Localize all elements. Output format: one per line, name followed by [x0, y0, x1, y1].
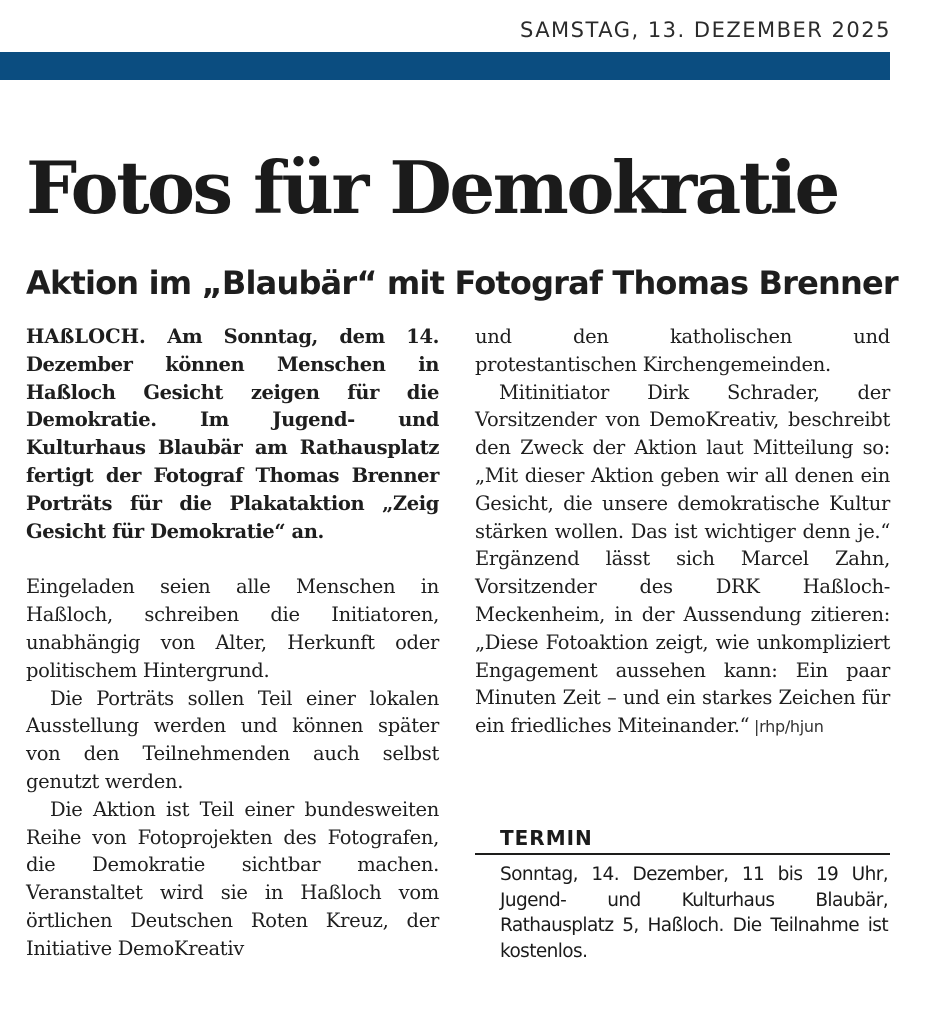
headline: Fotos für Demokratie [26, 145, 838, 230]
body-paragraph: Die Porträts sollen Teil einer lokalen Ausstellung werden und können später von den Teilnehmenden auch selbst genutzt werden. [26, 686, 439, 793]
lead-text: Am Sonntag, dem 14. Dezember können Menschen in Haßloch Gesicht zeigen für die Demokratie. Im Jugend- und Kulturhaus Blaubär am Rathausplatz fertigt der Fotograf Thomas Brenner Porträts für die Plakataktion „Zeig Gesicht für Demokratie“ an. [26, 325, 439, 543]
termin-text: Sonntag, 14. Dezember, 11 bis 19 Uhr, Jugend- und Kulturhaus Blaubär, Rathausplatz 5, Haßloch. Die Teilnahme ist kostenlos. [500, 864, 888, 962]
dateline: SAMSTAG, 13. DEZEMBER 2025 [519, 18, 891, 42]
termin-divider [475, 853, 890, 855]
body-paragraph-text: Mitinitiator Dirk Schrader, der Vorsitzender von DemoKreativ, beschreibt den Zweck der Aktion laut Mitteilung so: „Mit dieser Aktion geben wir all denen ein Gesicht, die unsere demokratische Kultur stärken wollen. Das ist wichtiger denn je.“ Ergänzend lässt sich Marcel Zahn, Vorsitzender des DRK Haßloch-Meckenheim, in der Aussendung zitieren: „Diese Fotoaktion zeigt, wie unkompliziert Engagement aussehen kann: Ein paar Minuten Zeit – und ein starkes Zeichen für ein friedliches Miteinander.“ [475, 380, 890, 738]
body-paragraph: und den katholischen und protestantischen Kirchengemeinden. [475, 325, 890, 376]
article-column-right [475, 323, 890, 741]
subheadline: Aktion im „Blaubär“ mit Fotograf Thomas Brenner [26, 264, 898, 302]
body-paragraph-with-author [475, 379, 890, 741]
termin-label: TERMIN [500, 826, 593, 850]
author-abbreviation: |rhp/hjun [749, 717, 824, 737]
body-paragraph: Die Aktion ist Teil einer bundesweiten Reihe von Fotoprojekten des Fotografen, die Demokratie sichtbar machen. Veranstaltet wird sie in Haßloch vom örtlichen Deutschen Roten Kreuz, der Initiative DemoKreativ [26, 797, 439, 960]
lead-paragraph [26, 323, 439, 545]
lead-dateline-place: HAßLOCH. [26, 325, 146, 348]
header-color-bar [0, 52, 890, 80]
article-column-left [26, 323, 439, 963]
body-paragraph: Eingeladen seien alle Menschen in Haßloch, schreiben die Initiatoren, unabhängig von Alter, Herkunft oder politischem Hintergrund. [26, 575, 439, 682]
